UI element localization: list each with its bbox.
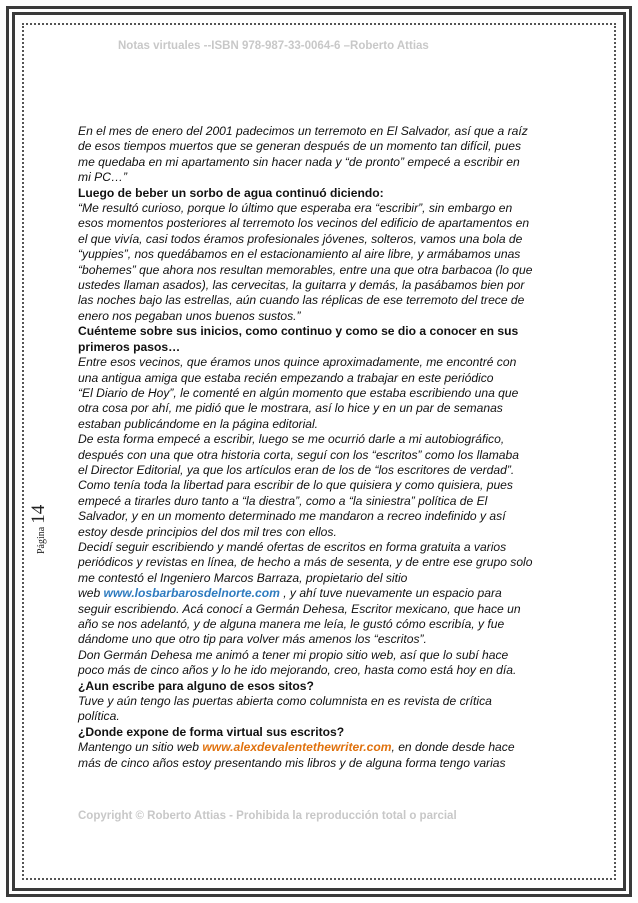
text-line: “El Diario de Hoy”, le comenté en algún momento que estaba escribiendo una que [78, 385, 519, 400]
question-line: primeros pasos… [78, 339, 181, 354]
text-line: esos momentos posteriores al terremoto los vecinos del edificio de apartamentos en [78, 216, 530, 231]
text-line: mi PC…” [78, 170, 128, 185]
text-line: después con una que otra historia corta, seguí con los “escritos” como los llamaba [78, 447, 519, 462]
question-line: Luego de beber un sorbo de agua continuó diciendo: [78, 185, 384, 200]
text-line: las noches bajo las estrellas, aún cuando las réplicas de ese terremoto del trece de [78, 293, 525, 308]
page-word: Página [36, 526, 47, 554]
text-line-with-link [78, 586, 562, 601]
text-line: Entre esos vecinos, que éramos unos quince aproximadamente, me encontré con [78, 355, 517, 370]
page-header: Notas virtuales --ISBN 978-987-33-0064-6 –Roberto Attias [118, 40, 429, 52]
text-line: “Me resultó curioso, porque lo último que esperaba era “escribir”, sin embargo en [78, 201, 513, 216]
text-line: En el mes de enero del 2001 padecimos un terremoto en El Salvador, así que a raíz [78, 124, 528, 138]
text-line: otra cosa por ahí, me pidió que le mostrara, así lo hice y en un par de semanas [78, 401, 503, 416]
paragraph-block-1 [78, 124, 562, 586]
text-line-with-link [78, 740, 562, 755]
text-line: Salvador, y en un momento determinado me mandaron a recreo indefinido y así [78, 509, 506, 524]
text-line: política. [78, 709, 120, 724]
body-text [78, 124, 562, 771]
text-line: una antigua amiga que estaba recién empezando a trabajar en este periódico [78, 370, 494, 385]
text-line: “bohemes” que ahora nos resultan memorables, entre una que otra barbacoa (lo que [78, 262, 533, 277]
text-line: año se nos adelantó, y de alguna manera me leía, le gustó cómo escribía, y fue [78, 617, 505, 631]
page-number: 14 [28, 504, 49, 524]
link-suffix: , en donde desde hace [391, 740, 515, 755]
text-line: Tuve y aún tengo las puertas abierta como columnista en es revista de crítica [78, 694, 492, 709]
text-line: estoy desde principios del dos mil tres con ellos. [78, 524, 337, 539]
text-line: el Director Editorial, ya que los artículos eran de los de “los escritores de verdad”. [78, 462, 515, 477]
link-prefix: web [78, 586, 104, 601]
text-line: Como tenía toda la libertad para escribir de lo que quisiera y como quisiera, pues [78, 478, 513, 493]
text-line: enero nos pegaban unos buenos sustos.” [78, 308, 301, 323]
text-line: seguir escribiendo. Acá conocí a Germán Dehesa, Escritor mexicano, que hace un [78, 601, 521, 616]
text-line: Decidí seguir escribiendo y mandé ofertas de escritos en forma gratuita a varios [78, 539, 507, 554]
text-line: el que vivía, casi todos éramos profesionales jóvenes, solteros, vamos una bola de [78, 231, 523, 246]
text-line: estaban publicándome en la página editorial. [78, 416, 319, 431]
text-line: me contestó el Ingeniero Marcos Barraza, propietario del sitio [78, 570, 408, 585]
text-line: me quedaba en mi apartamento sin hacer nada y “de pronto” empecé a escribir en [78, 154, 520, 169]
text-line: de esos tiempos muertos que se generan después de un momento tan difícil, pues [78, 139, 522, 154]
link-suffix: , y ahí tuve nuevamente un espacio para [279, 586, 502, 601]
text-line: periódicos y revistas en línea, de hecho a más de sesenta, y de entre ese grupo solo [78, 555, 533, 570]
question-line: ¿Donde expone de forma virtual sus escritos? [78, 724, 345, 739]
text-line: Don Germán Dehesa me animó a tener mi propio sitio web, así que lo subí hace [78, 647, 509, 662]
text-line: ustedes llaman asados), las cervecitas, la guitarra y demás, la pasábamos bien por [78, 278, 525, 293]
text-line: De esta forma empecé a escribir, luego se me ocurrió darle a mi autobiográfico, [78, 432, 505, 447]
paragraph-block-2 [78, 602, 562, 741]
question-line: Cuénteme sobre sus inicios, como continuo y como se dio a conocer en sus [78, 324, 519, 339]
page-footer: Copyright © Roberto Attias - Prohibida la reproducción total o parcial [78, 810, 457, 822]
text-line: más de cinco años estoy presentando mis libros y de alguna forma tengo varias [78, 755, 506, 770]
question-line: ¿Aun escribe para alguno de esos sitos? [78, 678, 314, 693]
losbarbaros-link[interactable]: www.losbarbarosdelnorte.com [103, 586, 280, 601]
text-line: dándome uno que otro tip para volver más amenos los “escritos”. [78, 632, 427, 647]
alexdevalente-link[interactable]: www.alexdevalentethewriter.com [202, 740, 392, 755]
page-number-marker [28, 474, 52, 554]
text-line: poco más de cinco años y lo he ido mejorando, creo, hasta como está hoy en día. [78, 663, 517, 678]
link-prefix: Mantengo un sitio web [78, 740, 203, 755]
text-line: empecé a tirarles duro tanto a “la diestra”, como a “la siniestra” política de El [78, 493, 488, 508]
text-line: “yuppies”, nos quedábamos en el estacionamiento al aire libre, y armábamos unas [78, 247, 521, 262]
